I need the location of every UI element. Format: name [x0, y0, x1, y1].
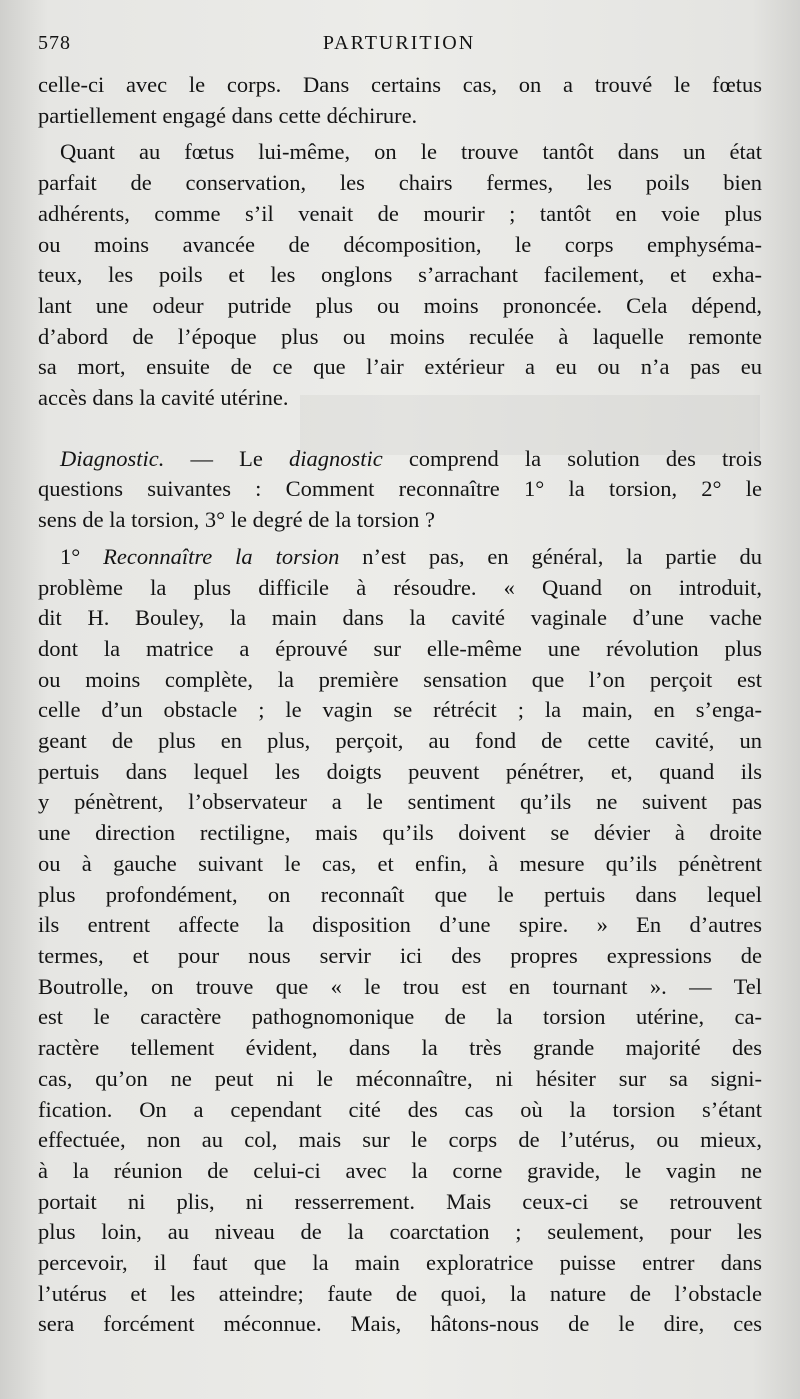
text-line: dont la matrice a éprouvé sur elle-même une révolution plus [38, 635, 762, 661]
text-line: Diagnostic. — Le diagnostic comprend la solution des trois [60, 445, 762, 471]
text-line: partiellement engagé dans cette déchirure. [38, 102, 418, 128]
paragraph [38, 542, 762, 1340]
running-head: PARTURITION [322, 32, 476, 54]
paragraph [38, 137, 762, 413]
text-line: ils entrent affecte la disposition d’une spire. » En d’autres [38, 912, 762, 938]
text-line: geant de plus en plus, perçoit, au fond de cette cavité, un [38, 728, 762, 754]
text-line: dit H. Bouley, la main dans la cavité vaginale d’une vache [38, 605, 762, 631]
text-line: celle-ci avec le corps. Dans certains cas, on a trouvé le fœtus [38, 72, 762, 97]
text-line: pertuis dans lequel les doigts peuvent pénétrer, et, quand ils [38, 758, 762, 784]
text-line: plus profondément, on reconnaît que le pertuis dans lequel [38, 881, 762, 907]
text-line: à la réunion de celui-ci avec la corne gravide, le vagin ne [38, 1157, 762, 1183]
text-line: percevoir, il faut que la main exploratrice puisse entrer dans [38, 1250, 762, 1276]
text-line: y pénètrent, l’observateur a le sentiment qu’ils ne suivent pas [38, 789, 762, 815]
text-line: teux, les poils et les onglons s’arrachant facilement, et exha- [38, 262, 762, 288]
text-line: portait ni plis, ni resserrement. Mais ceux-ci se retrouvent [38, 1188, 762, 1214]
text-line: Boutrolle, on trouve que « le trou est en tournant ». — Tel [38, 973, 762, 999]
text-line: ou à gauche suivant le cas, et enfin, à mesure qu’ils pénètrent [38, 850, 762, 876]
text-line: ou moins avancée de décomposition, le corps emphyséma- [38, 231, 762, 257]
paragraph [38, 70, 762, 131]
text-line: accès dans la cavité utérine. [38, 385, 289, 411]
text-line: d’abord de l’époque plus ou moins reculée à laquelle remonte [38, 323, 762, 349]
text-line: parfait de conservation, les chairs fermes, les poils bien [38, 170, 762, 196]
text-line: problème la plus difficile à résoudre. « Quand on introduit, [38, 574, 762, 600]
text-line: ou moins complète, la première sensation que l’on perçoit est [38, 666, 762, 692]
text-line: ractère tellement évident, dans la très grande majorité des [38, 1035, 762, 1061]
text-line: une direction rectiligne, mais qu’ils doivent se dévier à droite [38, 820, 762, 846]
page-header [38, 32, 760, 62]
text-line: est le caractère pathognomonique de la torsion utérine, ca- [38, 1004, 762, 1030]
text-line: questions suivantes : Comment reconnaître 1° la torsion, 2° le [38, 476, 762, 502]
text-line: 1° Reconnaître la torsion n’est pas, en général, la partie du [60, 543, 762, 569]
text-line: sera forcément méconnue. Mais, hâtons-nous de le dire, ces [38, 1311, 762, 1337]
text-line: sa mort, ensuite de ce que l’air extérieur a eu ou n’a pas eu [38, 354, 762, 380]
text-line: fication. On a cependant cité des cas où la torsion s’étant [38, 1096, 762, 1122]
text-line: l’utérus et les atteindre; faute de quoi, la nature de l’obstacle [38, 1280, 762, 1306]
text-line: sens de la torsion, 3° le degré de la torsion ? [38, 507, 436, 533]
paragraph-diagnostic [38, 444, 762, 536]
text-line: termes, et pour nous servir ici des propres expressions de [38, 942, 762, 968]
text-line: lant une odeur putride plus ou moins prononcée. Cela dépend, [38, 292, 762, 318]
page-number: 578 [38, 32, 71, 54]
text-line: cas, qu’on ne peut ni le méconnaître, ni hésiter sur sa signi- [38, 1065, 762, 1091]
text-line: plus loin, au niveau de la coarctation ; seulement, pour les [38, 1219, 762, 1245]
text-line: celle d’un obstacle ; le vagin se rétrécit ; la main, en s’enga- [38, 697, 762, 723]
page-body [38, 70, 762, 1340]
text-line: adhérents, comme s’il venait de mourir ; tantôt en voie plus [38, 200, 762, 226]
text-line: effectuée, non au col, mais sur le corps de l’utérus, ou mieux, [38, 1127, 762, 1153]
text-line: Quant au fœtus lui-même, on le trouve tantôt dans un état [60, 139, 762, 165]
